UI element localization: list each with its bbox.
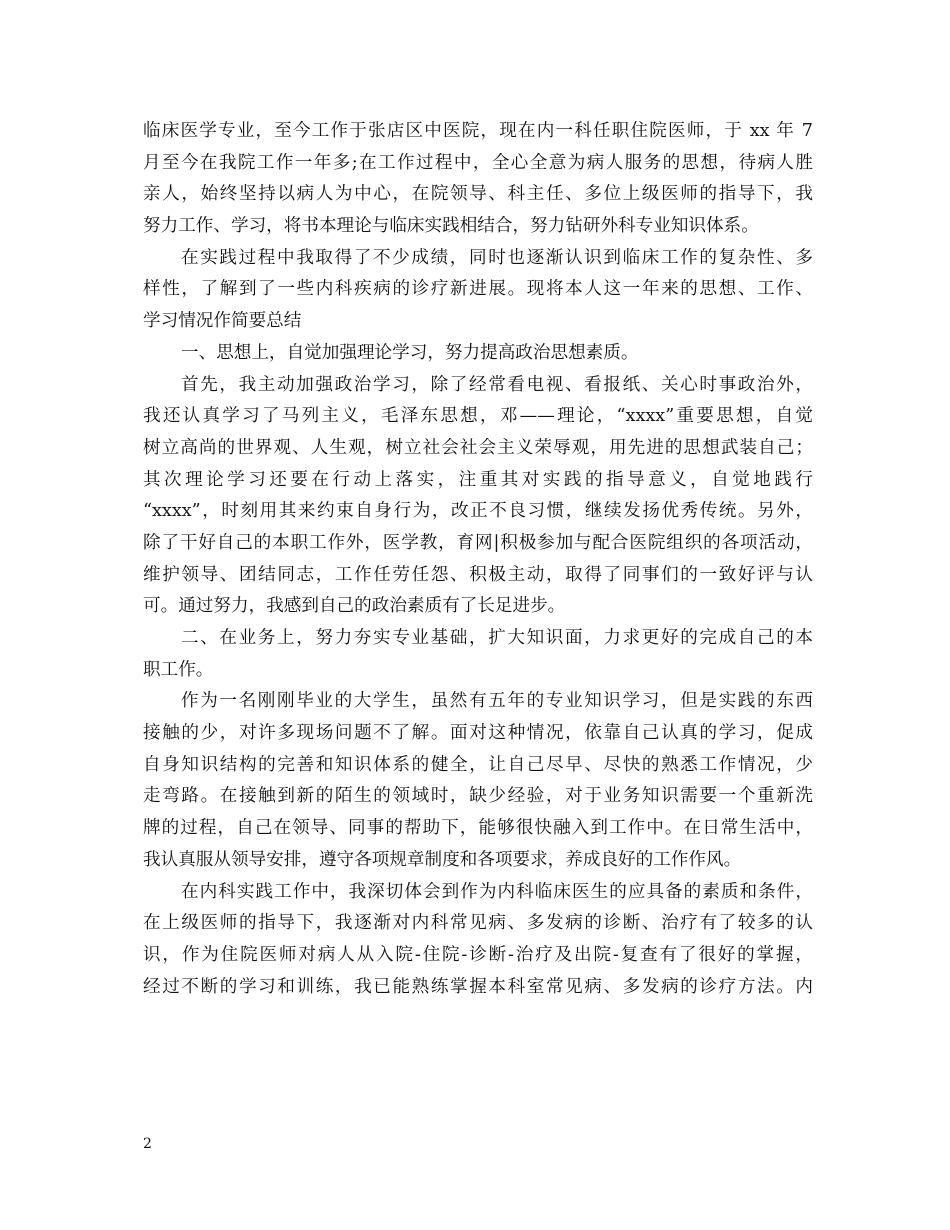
text-line: 我认真服从领导安排，遵守各项规章制度和各项要求，养成良好的工作作风。 [143,849,742,870]
text-line: 月至今在我院工作一年多;在工作过程中，全心全意为病人服务的思想，待病人胜 [143,152,813,173]
text-line: 识，作为住院医师对病人从入院-住院-诊断-治疗及出院-复查有了很好的掌握， [143,944,813,965]
text-line: 作为一名刚刚毕业的大学生，虽然有五年的专业知识学习，但是实践的东西 [181,691,813,712]
text-line: 亲人，始终坚持以病人为中心，在院领导、科主任、多位上级医师的指导下，我 [143,184,813,205]
body-text [143,116,813,1003]
text-line: 除了干好自己的本职工作外，医学教，育网|积极参加与配合医院组织的各项活动， [143,532,813,553]
text-line: 在内科实践工作中，我深切体会到作为内科临床医生的应具备的素质和条件， [181,881,813,902]
text-line: 树立高尚的世界观、人生观，树立社会社会主义荣辱观，用先进的思想武装自己； [143,437,813,458]
text-line: 临床医学专业，至今工作于张店区中医院，现在内一科任职住院医师，于 xx 年 7 [143,121,813,141]
text-line: 可。通过努力，我感到自己的政治素质有了长足进步。 [143,596,566,617]
text-line: 在实践过程中我取得了不少成绩，同时也逐渐认识到临床工作的复杂性、多 [181,247,813,268]
section-heading: 一、思想上，自觉加强理论学习，努力提高政治思想素质。 [181,342,639,363]
text-line: 学习情况作简要总结 [143,311,302,332]
text-line: 自身知识结构的完善和知识体系的健全，让自己尽早、尽快的熟悉工作情况，少 [143,754,813,775]
text-line: 样性，了解到了一些内科疾病的诊疗新进展。现将本人这一年来的思想、工作、 [143,279,813,300]
text-line: 我还认真学习了马列主义，毛泽东思想，邓——理论，“xxxx”重要思想，自觉 [143,406,813,427]
text-line: 首先，我主动加强政治学习，除了经常看电视、看报纸、关心时事政治外， [181,374,813,395]
text-line: 接触的少，对许多现场问题不了解。面对这种情况，依靠自己认真的学习，促成 [143,723,813,744]
text-line: 经过不断的学习和训练，我已能熟练掌握本科室常见病、多发病的诊疗方法。内 [143,976,813,997]
text-line: 走弯路。在接触到新的陌生的领域时，缺少经验，对于业务知识需要一个重新洗 [143,786,813,807]
text-line: 维护领导、团结同志，工作任劳任怨、积极主动，取得了同事们的一致好评与认 [143,564,813,585]
page-number: 2 [143,1136,152,1152]
text-line: 在上级医师的指导下，我逐渐对内科常见病、多发病的诊断、治疗有了较多的认 [143,913,813,934]
text-line: “xxxx”，时刻用其来约束自身行为，改正不良习惯，继续发扬优秀传统。另外， [143,501,813,522]
section-heading: 职工作。 [143,659,214,680]
text-line: 努力工作、学习，将书本理论与临床实践相结合，努力钻研外科专业知识体系。 [143,216,759,237]
text-line: 牌的过程，自己在领导、同事的帮助下，能够很快融入到工作中。在日常生活中， [143,818,813,839]
section-heading: 二、在业务上，努力夯实专业基础，扩大知识面，力求更好的完成自己的本 [181,628,813,648]
text-line: 其次理论学习还要在行动上落实，注重其对实践的指导意义，自觉地践行 [143,469,813,490]
